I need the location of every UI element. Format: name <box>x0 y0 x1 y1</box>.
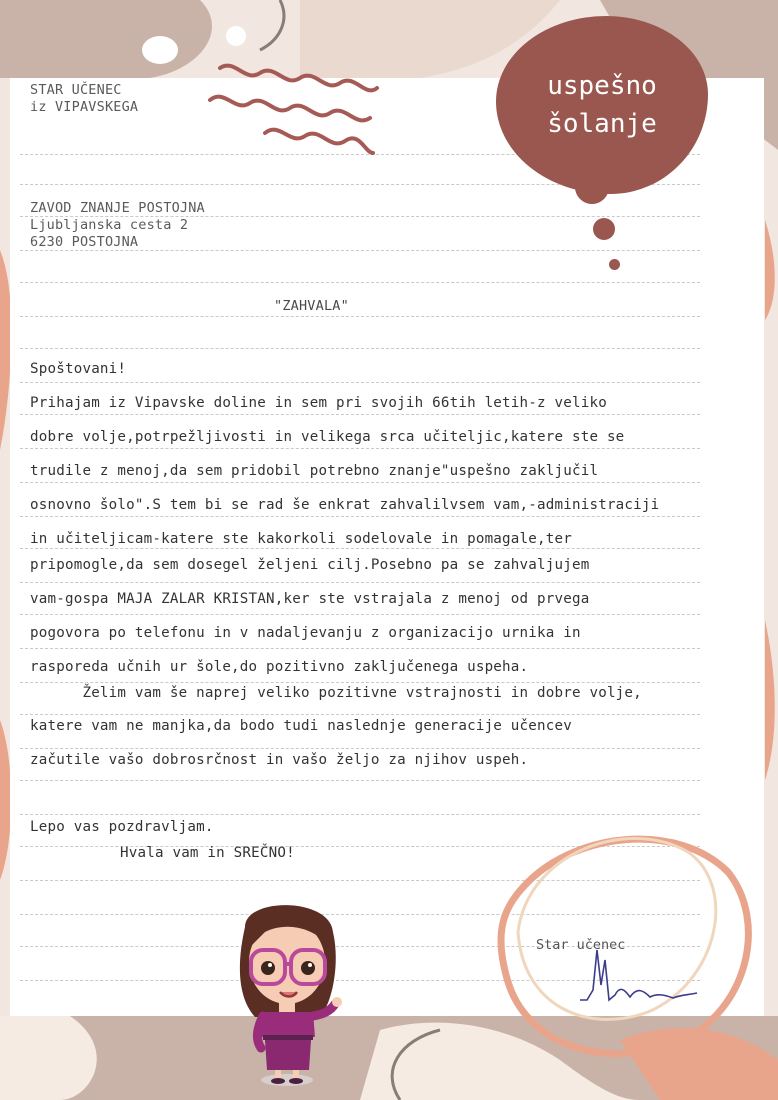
ruled-line <box>20 682 700 683</box>
signature <box>575 945 705 1010</box>
bubble-text-line1: uspešno <box>547 71 657 101</box>
ruled-line <box>20 482 700 483</box>
recipient-name: ZAVOD ZNANJE POSTOJNA <box>30 200 205 216</box>
ruled-line <box>20 714 700 715</box>
ruled-line <box>20 448 700 449</box>
ruled-line <box>20 516 700 517</box>
ruled-line <box>20 582 700 583</box>
body-line: rasporeda učnih ur šole,do pozitivno zaključenega uspeha. <box>30 659 529 675</box>
closing-thanks: Hvala vam in SREČNO! <box>120 845 295 861</box>
sender-origin: iz VIPAVSKEGA <box>30 99 139 115</box>
bubble-dot <box>593 218 615 240</box>
recipient-city: 6230 POSTOJNA <box>30 234 139 250</box>
greeting: Spoštovani! <box>30 361 127 377</box>
letter-title: "ZAHVALA" <box>274 298 349 314</box>
body-line: Prihajam iz Vipavske doline in sem pri svojih 66tih letih-z veliko <box>30 395 607 411</box>
ruled-line <box>20 414 700 415</box>
ruled-line <box>20 748 700 749</box>
sender-name: STAR UČENEC <box>30 82 122 98</box>
recipient-street: Ljubljanska cesta 2 <box>30 217 189 233</box>
ruled-line <box>20 316 700 317</box>
ruled-line <box>20 282 700 283</box>
ruled-line <box>20 548 700 549</box>
body-line: pogovora po telefonu in v nadaljevanju z organizacijo urnika in <box>30 625 581 641</box>
body-line: Želim vam še naprej veliko pozitivne vstrajnosti in dobre volje, <box>30 685 642 701</box>
body-line: trudile z menoj,da sem pridobil potrebno znanje"uspešno zaključil <box>30 463 599 479</box>
body-line: dobre volje,potrpežljivosti in velikega srca učiteljic,katere ste se <box>30 429 625 445</box>
body-line: in učiteljicam-katere ste kakorkoli sodelovale in pomagale,ter <box>30 531 572 547</box>
ruled-line <box>20 648 700 649</box>
closing-line: Lepo vas pozdravljam. <box>30 819 214 835</box>
ruled-line <box>20 348 700 349</box>
body-line: začutile vašo dobrosrčnost in vašo željo za njihov uspeh. <box>30 752 529 768</box>
signature-label: Star učenec <box>536 937 626 953</box>
ruled-line <box>20 780 700 781</box>
bubble-dot <box>609 259 620 270</box>
bubble-dot <box>575 170 609 204</box>
body-line: pripomogle,da sem dosegel željeni cilj.Posebno pa se zahvaljujem <box>30 557 590 573</box>
ruled-line <box>20 614 700 615</box>
body-line: vam-gospa MAJA ZALAR KRISTAN,ker ste vstrajala z menoj od prvega <box>30 591 590 607</box>
wavy-lines-decoration <box>205 58 385 168</box>
body-line: osnovno šolo".S tem bi se rad še enkrat zahvalilvsem vam,-administraciji <box>30 497 660 513</box>
bubble-text-line2: šolanje <box>547 109 657 139</box>
ruled-line <box>20 382 700 383</box>
body-line: katere vam ne manjka,da bodo tudi naslednje generacije učencev <box>30 718 572 734</box>
girl-illustration <box>225 892 360 1092</box>
